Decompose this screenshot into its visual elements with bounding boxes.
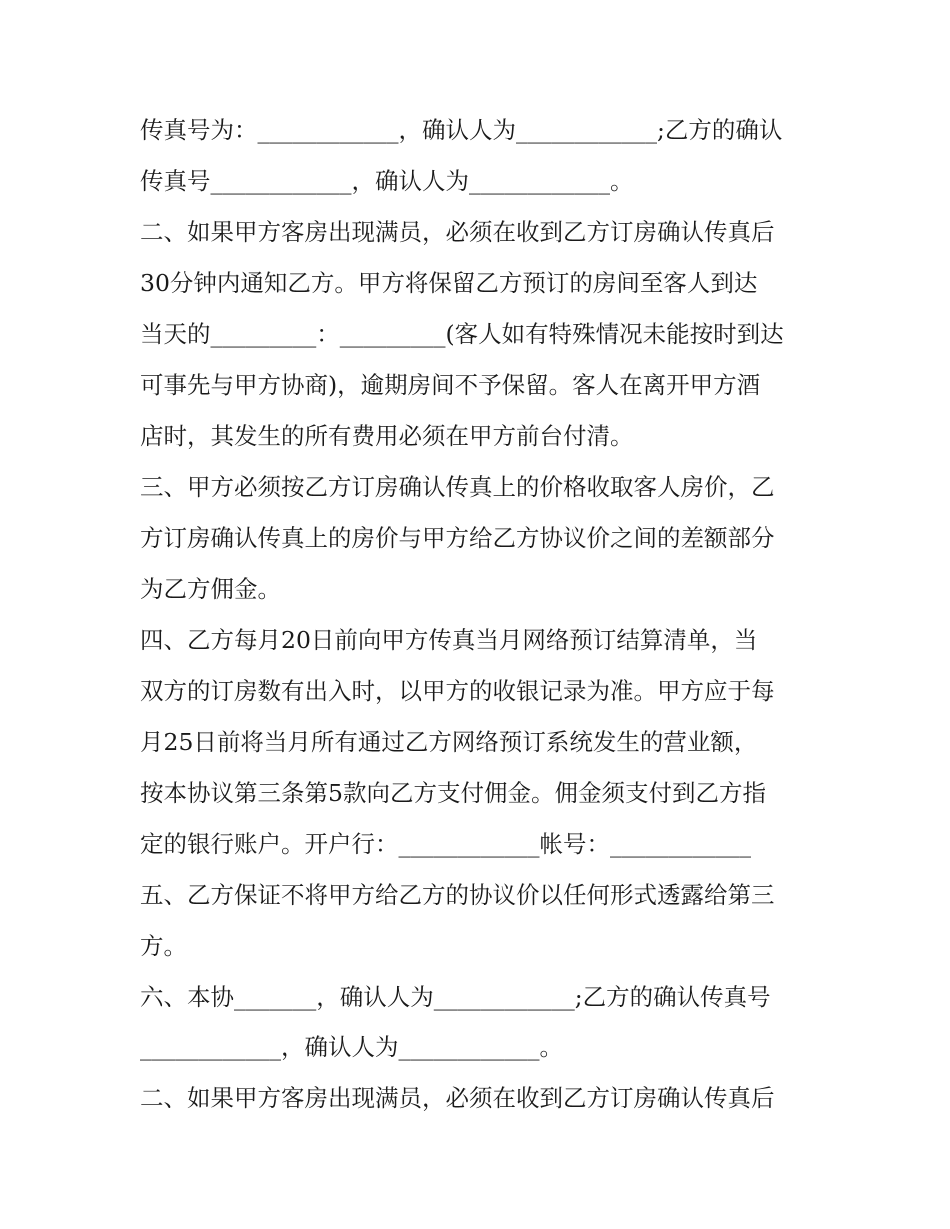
- text-line: 五、乙方保证不将甲方给乙方的协议价以任何形式透露给第三: [140, 881, 775, 909]
- text-line: 四、乙方每月20日前向甲方传真当月网络预订结算清单，当: [140, 626, 758, 654]
- text-line: 方。: [140, 932, 187, 960]
- text-line: 二、如果甲方客房出现满员，必须在收到乙方订房确认传真后: [140, 218, 775, 246]
- text-line: 双方的订房数有出入时，以甲方的收银记录为准。甲方应于每: [140, 677, 775, 705]
- text-line: 六、本协_______，确认人为____________;乙方的确认传真号: [140, 983, 771, 1011]
- text-line: ____________，确认人为____________。: [140, 1033, 563, 1061]
- text-line: 方订房确认传真上的房价与甲方给乙方协议价之间的差额部分: [140, 524, 775, 552]
- text-line: 定的银行账户。开户行：____________帐号：____________: [140, 830, 751, 858]
- text-line: 30分钟内通知乙方。甲方将保留乙方预订的房间至客人到达: [140, 269, 758, 297]
- text-line: 二、如果甲方客房出现满员，必须在收到乙方订房确认传真后: [140, 1084, 775, 1112]
- text-line: 店时，其发生的所有费用必须在甲方前台付清。: [140, 422, 634, 450]
- text-line: 按本协议第三条第5款向乙方支付佣金。佣金须支付到乙方指: [140, 779, 766, 807]
- text-line: 为乙方佣金。: [140, 575, 281, 603]
- text-line: 三、甲方必须按乙方订房确认传真上的价格收取客人房价，乙: [140, 473, 775, 501]
- text-line: 月25日前将当月所有通过乙方网络预订系统发生的营业额，: [140, 728, 758, 756]
- text-line: 传真号____________，确认人为____________。: [140, 167, 634, 195]
- text-line: 传真号为：____________，确认人为____________;乙方的确认: [140, 116, 783, 144]
- text-line: 可事先与甲方协商)，逾期房间不予保留。客人在离开甲方酒: [140, 371, 761, 399]
- text-line: 当天的_________：_________(客人如有特殊情况未能按时到达: [140, 320, 784, 348]
